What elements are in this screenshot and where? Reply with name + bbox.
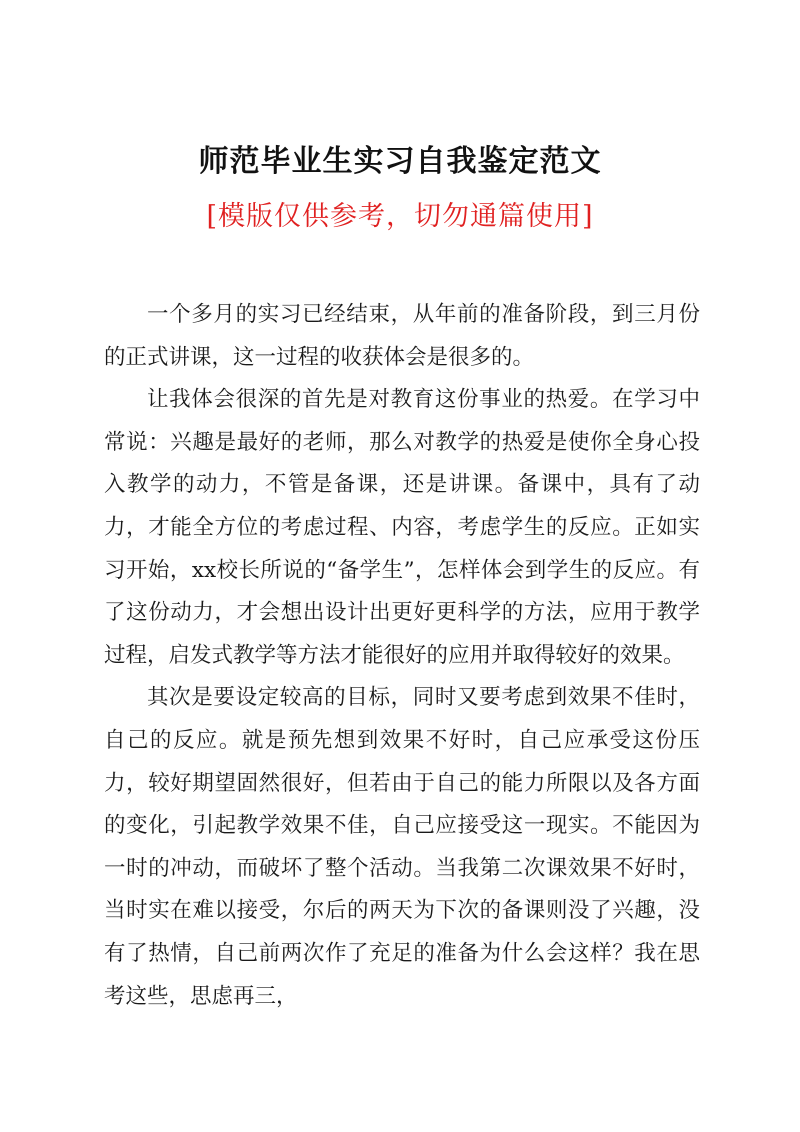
paragraph-3: 其次是要设定较高的目标，同时又要考虑到效果不佳时，自己的反应。就是预先想到效果不好时，自己应承受这份压力，较好期望固然很好，但若由于自己的能力所限以及各方面的变化，引起教学效果不佳，自己应接受这一现实。不能因为一时的冲动，而破坏了整个活动。当我第二次课效果不好时，当时实在难以接受，尔后的两天为下次的备课则没了兴趣，没有了热情，自己前两次作了充足的准备为什么会这样？我在思考这些，思虑再三， <box>104 685 700 1009</box>
document-body <box>104 294 700 1018</box>
paragraph-2: 让我体会很深的首先是对教育这份事业的热爱。在学习中常说：兴趣是最好的老师，那么对教学的热爱是使你全身心投入教学的动力，不管是备课，还是讲课。备课中，具有了动力，才能全方位的考虑过程、内容，考虑学生的反应。正如实习开始，xx校长所说的“备学生”，怎样体会到学生的反应。有了这份动力，才会想出设计出更好更科学的方法，应用于教学过程，启发式教学等方法才能很好的应用并取得较好的效果。 <box>104 387 700 668</box>
paragraph-1: 一个多月的实习已经结束，从年前的准备阶段，到三月份的正式讲课，这一过程的收获体会是很多的。 <box>104 302 700 370</box>
document-subtitle: [模版仅供参考，切勿通篇使用] <box>206 201 594 232</box>
document-title: 师范毕业生实习自我鉴定范文 <box>198 144 602 179</box>
